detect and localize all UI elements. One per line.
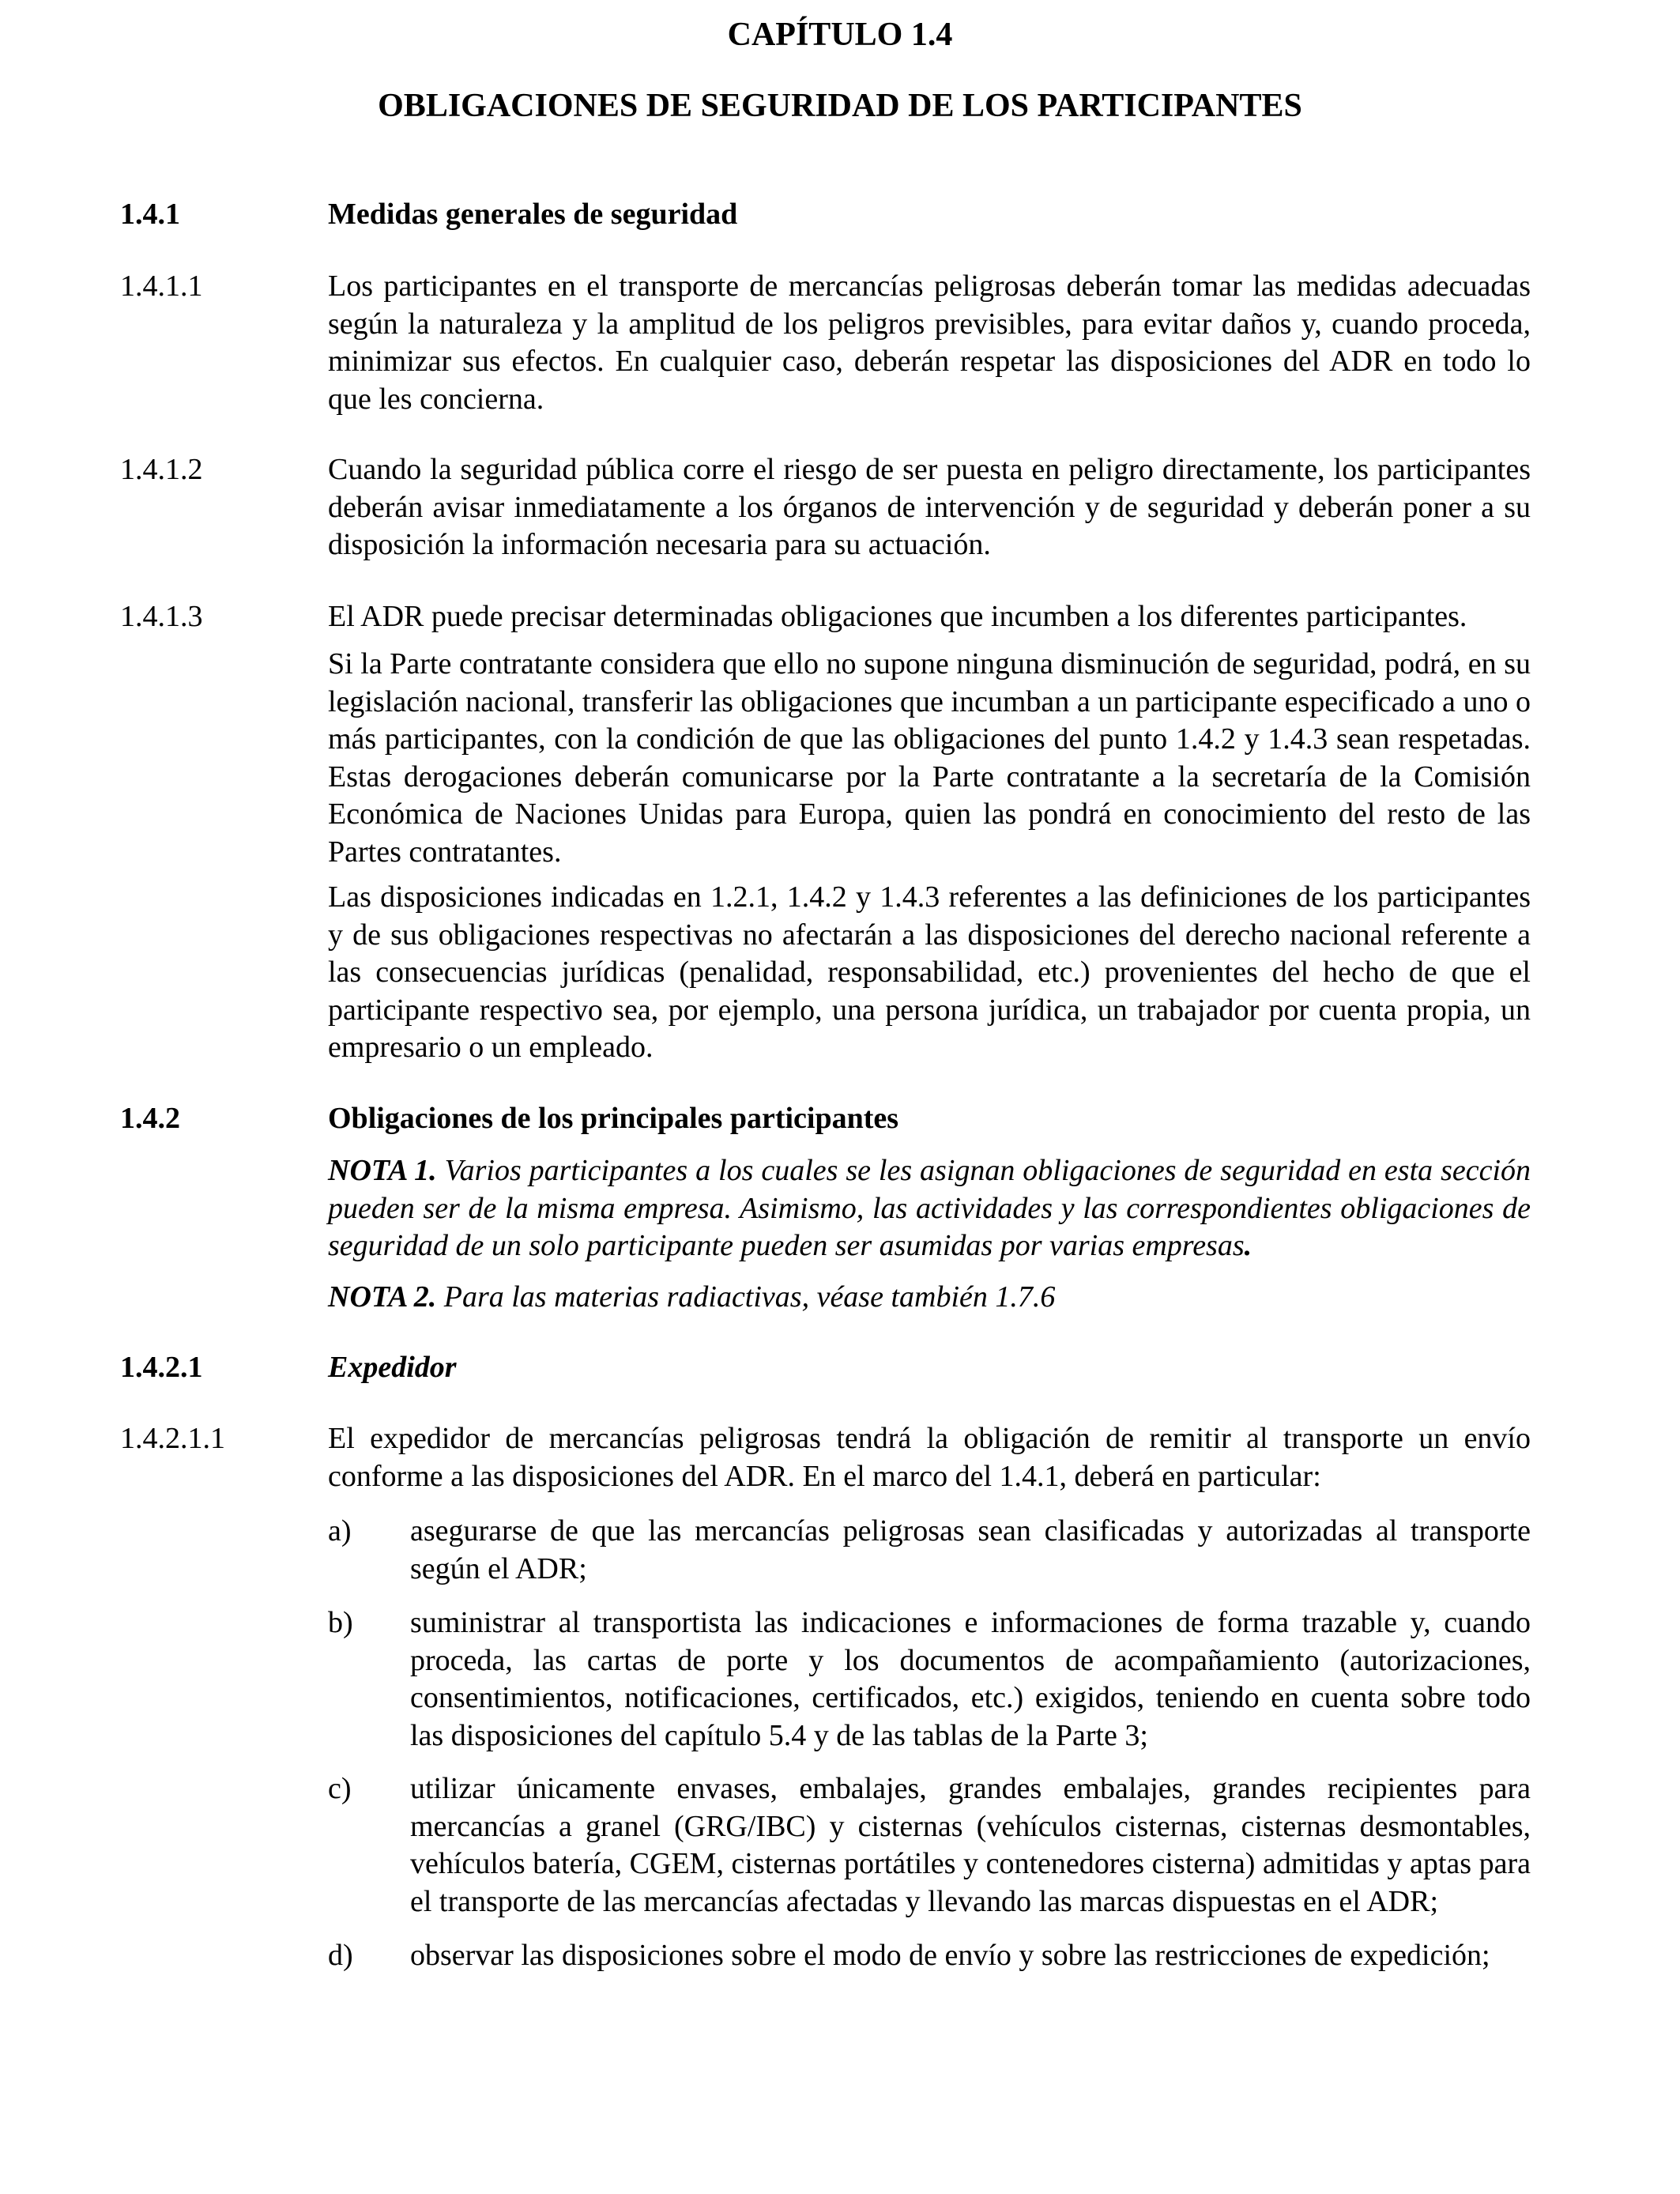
note-2-text: Para las materias radiactivas, véase también 1.7.6 xyxy=(436,1280,1056,1314)
note-1 xyxy=(328,1152,1531,1265)
paragraph-1-4-1-2: Cuando la seguridad pública corre el riesgo de ser puesta en peligro directamente, los participantes deberán avisar inmediatamente a los órganos de intervención y de seguridad y deberán poner a su disposición la información necesaria para su actuación. xyxy=(328,453,1531,561)
section-number-1-4-2-1-1: 1.4.2.1.1 xyxy=(120,1422,225,1455)
paragraph-1-4-2-1-1: El expedidor de mercancías peligrosas tendrá la obligación de remitir al transporte un envío conforme a las disposiciones del ADR. En el marco del 1.4.1, deberá en particular: xyxy=(328,1422,1531,1493)
note-1-end: . xyxy=(1244,1229,1252,1262)
list-letter-a: a) xyxy=(328,1514,352,1547)
paragraph-1-4-1-3-a: El ADR puede precisar determinadas obligaciones que incumben a los diferentes participantes. xyxy=(328,600,1467,633)
list-letter-d: d) xyxy=(328,1939,353,1972)
paragraph-1-4-1-3-b: Si la Parte contratante considera que ello no supone ninguna disminución de seguridad, podrá, en su legislación nacional, transferir las obligaciones que incumban a un participante especificado a uno o más participantes, con la condición de que las obligaciones del punto 1.4.2 y 1.4.3 sean respetadas. Estas derogaciones deberán comunicarse por la Parte contratante a la secretaría de la Comisión Económica de Naciones Unidas para Europa, quien las pondrá en conocimiento del resto de las Partes contratantes. xyxy=(328,647,1531,869)
paragraph-1-4-1-3-c: Las disposiciones indicadas en 1.2.1, 1.4.2 y 1.4.3 referentes a las definiciones de los participantes y de sus obligaciones respectivas no afectarán a las disposiciones del derecho nacional referente a las consecuencias jurídicas (penalidad, responsabilidad, etc.) provenientes del hecho de que el participante respectivo sea, por ejemplo, una persona jurídica, un trabajador por cuenta propia, un empresario o un empleado. xyxy=(328,880,1531,1064)
list-item-c: utilizar únicamente envases, embalajes, grandes embalajes, grandes recipientes para mercancías a granel (GRG/IBC) y cisternas (vehículos cisternas, cisternas desmontables, vehículos batería, CGEM, cisternas portátiles y contenedores cisterna) admitidas y aptas para el transporte de las mercancías afectadas y llevando las marcas dispuestas en el ADR; xyxy=(410,1772,1531,1918)
section-heading-1-4-1: Medidas generales de seguridad xyxy=(328,198,738,231)
note-1-label: NOTA 1. xyxy=(328,1154,437,1187)
list-item-b: suministrar al transportista las indicaciones e informaciones de forma trazable y, cuando proceda, las cartas de porte y los documentos de acompañamiento (autorizaciones, consentimientos, notificaciones, certificados, etc.) exigidos, teniendo en cuenta sobre todo las disposiciones del capítulo 5.4 y de las tablas de la Parte 3; xyxy=(410,1606,1531,1752)
note-1-text: Varios participantes a los cuales se les asignan obligaciones de seguridad en esta sección pueden ser de la misma empresa. Asimismo, las actividades y las correspondientes obligaciones de seguridad de un solo participante pueden ser asumidas por varias empresas xyxy=(328,1154,1531,1262)
section-heading-1-4-2-1: Expedidor xyxy=(328,1351,457,1384)
list-item-d: observar las disposiciones sobre el modo de envío y sobre las restricciones de expedición; xyxy=(410,1939,1490,1972)
section-number-1-4-2-1: 1.4.2.1 xyxy=(120,1351,203,1384)
list-letter-b: b) xyxy=(328,1606,353,1639)
note-2 xyxy=(328,1279,1531,1317)
paragraph-1-4-1-1: Los participantes en el transporte de mercancías peligrosas deberán tomar las medidas adecuadas según la naturaleza y la amplitud de los peligros previsibles, para evitar daños y, cuando proceda, minimizar sus efectos. En cualquier caso, deberán respetar las disposiciones del ADR en todo lo que les concierna. xyxy=(328,270,1531,416)
section-heading-1-4-2: Obligaciones de los principales participantes xyxy=(328,1102,899,1135)
chapter-subtitle: OBLIGACIONES DE SEGURIDAD DE LOS PARTICIPANTES xyxy=(378,88,1302,124)
list-item-a: asegurarse de que las mercancías peligrosas sean clasificadas y autorizadas al transporte según el ADR; xyxy=(410,1514,1531,1585)
note-2-label: NOTA 2. xyxy=(328,1280,437,1314)
chapter-title: CAPÍTULO 1.4 xyxy=(727,17,953,53)
section-number-1-4-1-1: 1.4.1.1 xyxy=(120,270,203,303)
section-number-1-4-2: 1.4.2 xyxy=(120,1102,180,1135)
section-number-1-4-1-3: 1.4.1.3 xyxy=(120,600,203,633)
section-number-1-4-1-2: 1.4.1.2 xyxy=(120,453,203,486)
list-letter-c: c) xyxy=(328,1772,352,1805)
section-number-1-4-1: 1.4.1 xyxy=(120,198,180,231)
